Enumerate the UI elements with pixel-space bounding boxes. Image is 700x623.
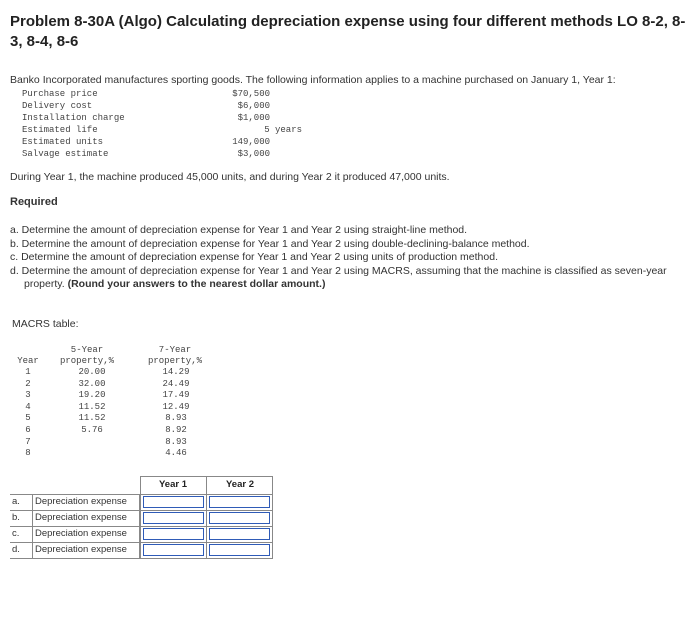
macrs-label: MACRS table:: [12, 318, 79, 330]
macrs-seven-cell: 4.46: [165, 448, 187, 459]
year2-input-c[interactable]: [209, 528, 270, 540]
macrs-five-header-1: 5-Year: [70, 345, 104, 355]
row-letter: d.: [12, 542, 33, 558]
fact-row: [22, 88, 322, 100]
fact-row: [22, 100, 322, 112]
macrs-seven-cell: 17.49: [162, 390, 190, 401]
fact-value: $1,000: [237, 113, 270, 123]
macrs-seven-cell: 8.93: [165, 436, 187, 447]
intro-text: Banko Incorporated manufactures sporting goods. The following information applies to a machine purchased on January 1, Year 1:: [10, 74, 616, 86]
fact-row: [22, 112, 322, 124]
fact-value: $70,500: [232, 89, 270, 99]
fact-row: [22, 148, 322, 160]
macrs-five-cell: [62, 448, 122, 460]
fact-label: Estimated units: [22, 137, 104, 147]
macrs-five-cell: 19.20: [78, 390, 106, 401]
year1-input-d[interactable]: [143, 544, 204, 556]
macrs-year-header: Year: [17, 356, 39, 366]
answer-row-b: [10, 510, 273, 526]
macrs-year-cell: 2: [25, 378, 31, 389]
production-text: During Year 1, the machine produced 45,000 units, and during Year 2 it produced 47,000 units.: [10, 171, 450, 183]
row-label: Depreciation expense: [35, 526, 140, 542]
fact-label: Salvage estimate: [22, 149, 109, 159]
col-year2-header: Year 2: [226, 479, 254, 490]
macrs-year-cell: 4: [25, 401, 31, 412]
rounding-note: (Round your answers to the nearest dollar amount.): [67, 278, 326, 290]
macrs-seven-cell: 8.93: [165, 413, 187, 424]
fact-row: [22, 136, 322, 148]
year1-input-c[interactable]: [143, 528, 204, 540]
year1-input-a[interactable]: [143, 496, 204, 508]
requirement-b: b. Determine the amount of depreciation expense for Year 1 and Year 2 using double-declining-balance method.: [10, 237, 530, 250]
fact-row: [22, 124, 322, 136]
macrs-five-cell: 11.52: [78, 401, 106, 412]
answer-row-d: [10, 542, 273, 558]
requirement-a: a. Determine the amount of depreciation expense for Year 1 and Year 2 using straight-line method.: [10, 224, 468, 236]
macrs-year-column: [18, 367, 38, 460]
macrs-five-header-2: property,%: [59, 356, 114, 366]
macrs-seven-header-2: property,%: [147, 356, 202, 366]
macrs-seven-cell: 24.49: [162, 378, 190, 389]
macrs-year-cell: 5: [25, 413, 31, 424]
macrs-year-cell: 7: [25, 436, 31, 447]
macrs-five-cell: 5.76: [81, 424, 103, 435]
macrs-year-cell: 3: [25, 390, 31, 401]
macrs-five-column: [62, 367, 122, 460]
macrs-five-cell: 11.52: [78, 413, 106, 424]
row-label: Depreciation expense: [35, 494, 140, 510]
year2-input-b[interactable]: [209, 512, 270, 524]
year1-input-b[interactable]: [143, 512, 204, 524]
requirement-d: [10, 265, 690, 292]
fact-label: Installation charge: [22, 113, 125, 123]
facts-list: [22, 88, 322, 160]
macrs-five-cell: 32.00: [78, 378, 106, 389]
required-heading: Required: [10, 196, 58, 208]
fact-value: 5 years: [264, 125, 302, 135]
row-letter: a.: [12, 494, 33, 510]
year2-input-a[interactable]: [209, 496, 270, 508]
row-letter: c.: [12, 526, 33, 542]
row-label: Depreciation expense: [35, 510, 140, 526]
fact-value: $6,000: [237, 101, 270, 111]
requirement-c: c. Determine the amount of depreciation expense for Year 1 and Year 2 using units of production method.: [10, 251, 498, 263]
answer-row-a: [10, 494, 273, 510]
fact-label: Purchase price: [22, 89, 98, 99]
macrs-seven-cell: 14.29: [162, 367, 190, 377]
row-letter: b.: [12, 510, 33, 526]
fact-value: $3,000: [237, 149, 270, 159]
macrs-five-cell: [62, 437, 122, 449]
requirements-list: [10, 224, 690, 292]
answer-row-c: [10, 526, 273, 542]
fact-label: Delivery cost: [22, 101, 93, 111]
row-label: Depreciation expense: [35, 542, 140, 558]
fact-value: 149,000: [232, 137, 270, 147]
col-year1-header: Year 1: [159, 479, 187, 490]
macrs-seven-cell: 8.92: [165, 424, 187, 435]
fact-label: Estimated life: [22, 125, 98, 135]
requirement-d-text: d. Determine the amount of depreciation expense for Year 1 and Year 2 using MACRS, assuming that the machine is classified as seven-year property.: [10, 264, 667, 290]
grid-line: [10, 558, 273, 559]
macrs-seven-cell: 12.49: [162, 401, 190, 412]
macrs-year-cell: 8: [25, 448, 31, 459]
macrs-year-cell: 1: [25, 367, 31, 377]
year2-input-d[interactable]: [209, 544, 270, 556]
macrs-year-cell: 6: [25, 424, 31, 435]
macrs-seven-column: [146, 367, 206, 460]
problem-title: Problem 8-30A (Algo) Calculating depreciation expense using four different methods LO 8-2, 8-3, 8-4, 8-6: [10, 13, 686, 50]
macrs-seven-header-1: 7-Year: [158, 345, 192, 355]
macrs-five-cell: 20.00: [78, 367, 106, 377]
